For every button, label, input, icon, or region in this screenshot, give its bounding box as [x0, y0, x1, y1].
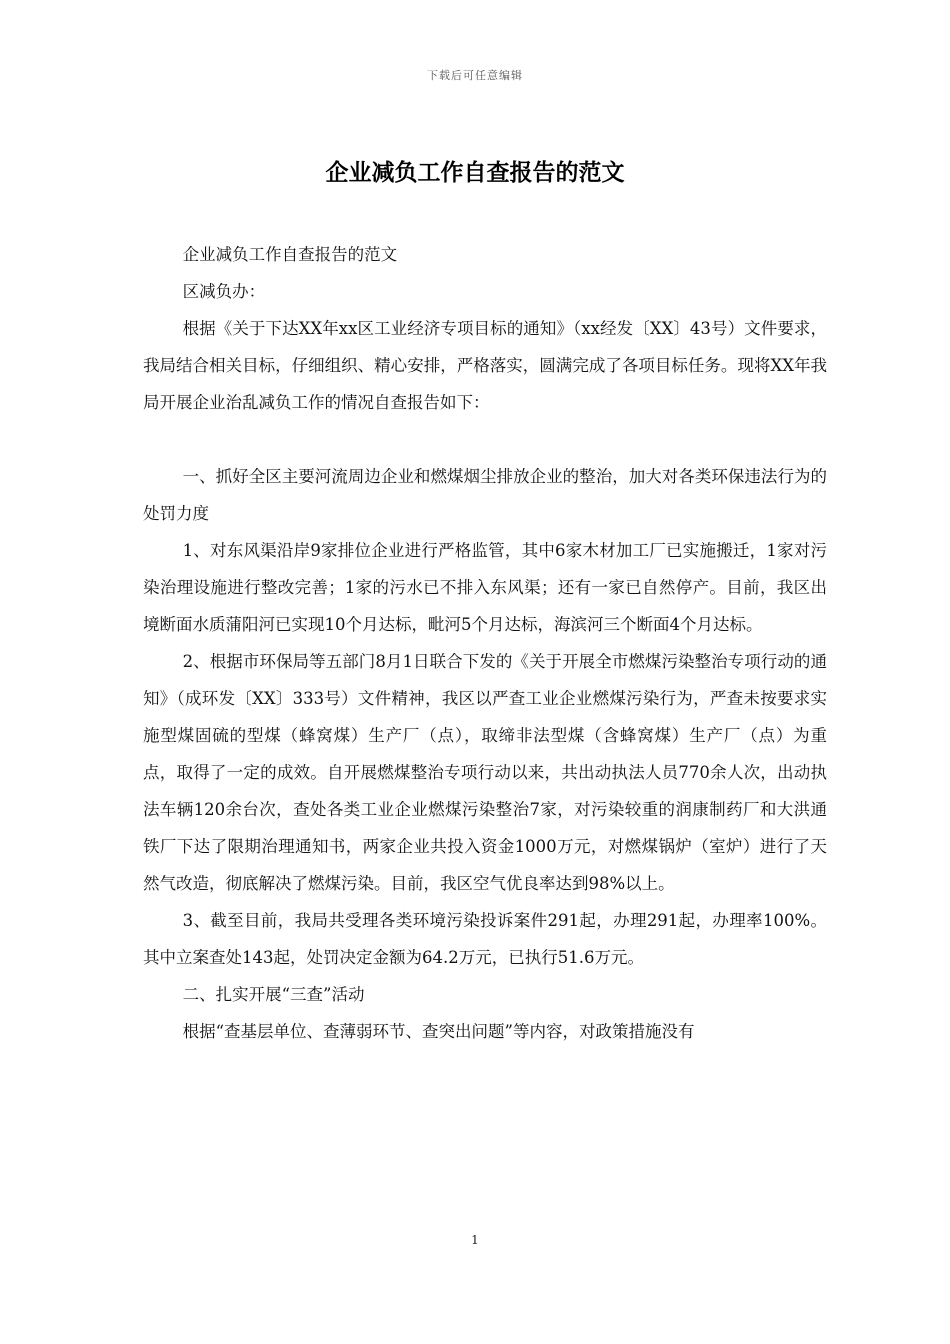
header-note: 下载后可任意编辑 — [427, 69, 523, 82]
document-body — [143, 236, 827, 1050]
page-number: 1 — [471, 1233, 479, 1247]
paragraph-item-1: 1、对东风渠沿岸9家排位企业进行严格监管，其中6家木材加工厂已实施搬迁，1家对污染治理设施进行整改完善；1家的污水已不排入东风渠；还有一家已自然停产。目前，我区出境断面水质蒲阳河已实现10个月达标，毗河5个月达标，海滨河三个断面4个月达标。 — [143, 541, 827, 634]
section-heading-1: 一、抓好全区主要河流周边企业和燃煤烟尘排放企业的整治，加大对各类环保违法行为的处罚力度 — [143, 467, 827, 523]
paragraph-section-2: 根据“查基层单位、查薄弱环节、查突出问题”等内容，对政策措施没有 — [182, 1022, 695, 1041]
document-title: 企业减负工作自查报告的范文 — [325, 160, 625, 186]
section-heading-2: 二、扎实开展“三查”活动 — [182, 985, 365, 1004]
paragraph-item-3: 3、截至目前，我局共受理各类环境污染投诉案件291起，办理291起，办理率100%。其中立案查处143起，处罚决定金额为64.2万元，已执行51.6万元。 — [143, 911, 827, 967]
paragraph-subtitle: 企业减负工作自查报告的范文 — [182, 245, 398, 264]
paragraph-intro: 根据《关于下达XX年xx区工业经济专项目标的通知》（xx经发〔XX〕43号）文件要求，我局结合相关目标，仔细组织、精心安排，严格落实，圆满完成了各项目标任务。现将XX年我局开展企业治乱减负工作的情况自查报告如下： — [143, 319, 827, 412]
paragraph-addressee: 区减负办： — [182, 282, 266, 301]
paragraph-item-2: 2、根据市环保局等五部门8月1日联合下发的《关于开展全市燃煤污染整治专项行动的通知》（成环发〔XX〕333号）文件精神，我区以严查工业企业燃煤污染行为，严查未按要求实施型煤固硫的型煤（蜂窝煤）生产厂（点），取缔非法型煤（含蜂窝煤）生产厂（点）为重点，取得了一定的成效。自开展燃煤整治专项行动以来，共出动执法人员770余人次，出动执法车辆120余台次，查处各类工业企业燃煤污染整治7家，对污染较重的润康制药厂和大洪通铁厂下达了限期治理通知书，两家企业共投入资金1000万元，对燃煤锅炉（室炉）进行了天然气改造，彻底解决了燃煤污染。目前，我区空气优良率达到98%以上。 — [143, 652, 827, 893]
